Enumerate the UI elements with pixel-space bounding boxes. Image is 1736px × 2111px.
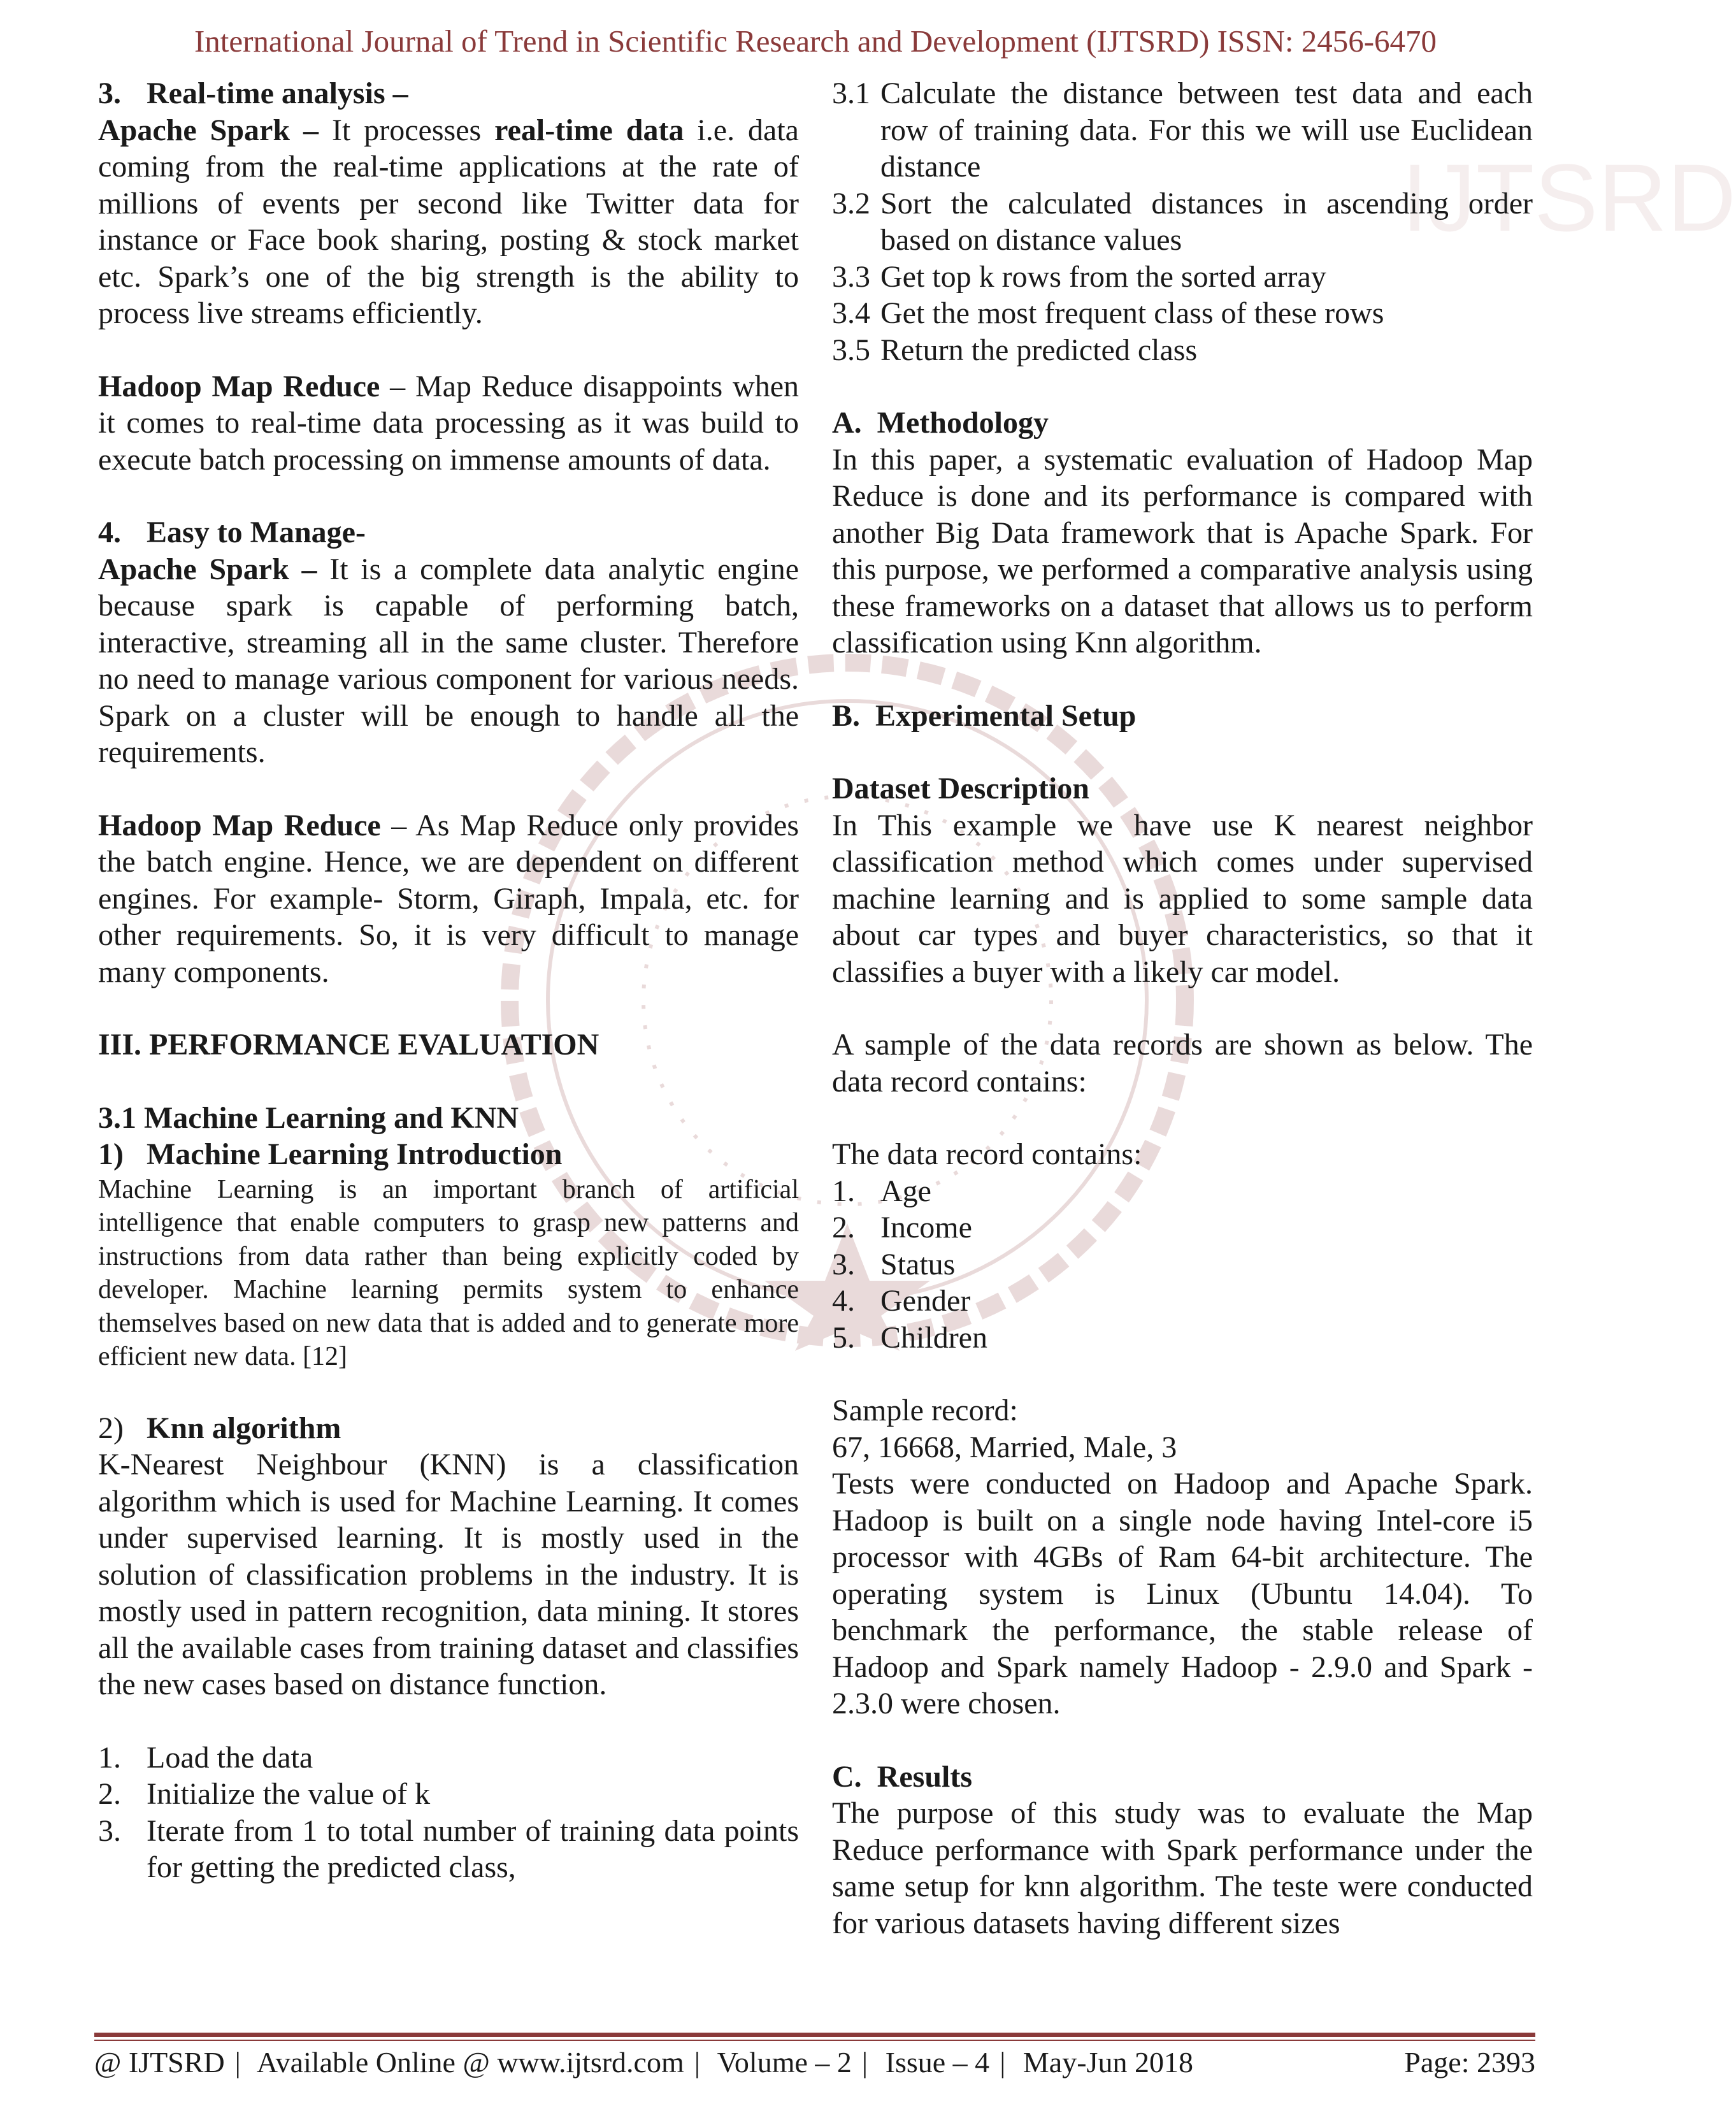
footer-issue: Issue – 4 — [885, 2046, 990, 2079]
subsection-heading-ml-knn: 3.1 Machine Learning and KNN — [98, 1100, 519, 1135]
footer-page-number: Page: 2393 — [1404, 2046, 1535, 2079]
footer-left: @ IJTSRD | Available Online @ www.ijtsrd.com | Volume – 2 | Issue – 4 | May-Jun 2018 — [94, 2046, 1193, 2079]
knn-heading: 2) Knn algorithm — [98, 1411, 341, 1445]
list-item: 3. Status — [832, 1247, 956, 1281]
results-heading: C. Results — [832, 1759, 973, 1794]
record-fields-list — [832, 1173, 1533, 1357]
section-manage-heading — [98, 514, 799, 551]
left-column — [98, 75, 799, 1886]
list-item: 4. Gender — [832, 1284, 971, 1318]
methodology-paragraph: In this paper, a systematic evaluation of Hadoop Map Reduce is done and its performance is compared with another Big Data framework that is Apache Spark. For this purpose, we performed a comparative analysis using these frameworks on a dataset that allows us to perform classification using Knn algorithm. — [832, 442, 1533, 659]
footer-journal: @ IJTSRD — [94, 2046, 225, 2079]
footer-rule-thin — [94, 2040, 1535, 2041]
list-item: 2. Initialize the value of k — [98, 1777, 431, 1811]
list-item: 5. Children — [832, 1320, 987, 1355]
list-item: 3. Iterate from 1 to total number of training data points for getting the predicted class, — [98, 1813, 799, 1884]
list-item: 3.1 Calculate the distance between test data and each row of training data. For this we will use Euclidean distance — [832, 76, 1533, 184]
list-item: 3.5 Return the predicted class — [832, 333, 1198, 367]
list-item: 3.2 Sort the calculated distances in ascending order based on distance values — [832, 186, 1533, 257]
footer-volume: Volume – 2 — [717, 2046, 852, 2079]
right-column — [832, 75, 1533, 1942]
sample-record-values: 67, 16668, Married, Male, 3 — [832, 1430, 1177, 1464]
tests-paragraph: Tests were conducted on Hadoop and Apache Spark. Hadoop is built on a single node having Intel-core i5 processor with 4GBs of Ram 64-bit architecture. The operating system is Linux (Ubuntu 14.04). To benchmark the performance, the stable release of Hadoop and Spark namely Hadoop - 2.9.0 and Spark - 2.3.0 were chosen. — [832, 1467, 1533, 1720]
sample-intro-paragraph: A sample of the data records are shown as below. The data record contains: — [832, 1028, 1533, 1099]
list-item: 1. Load the data — [98, 1740, 313, 1775]
spark-realtime-paragraph: Apache Spark – It processes real-time data i.e. data coming from the real-time applications at the rate of millions of events per second like Twitter data for instance or Face book sharing, posting & stock market etc. Spark’s one of the big strength is the ability to process live streams efficiently. — [98, 113, 799, 330]
section-title: Easy to Manage- — [147, 515, 366, 549]
experimental-setup-heading: B. Experimental Setup — [832, 698, 1137, 733]
footer-rule — [94, 2033, 1535, 2037]
section-number: 3. — [98, 76, 121, 110]
hadoop-realtime-paragraph: Hadoop Map Reduce – Map Reduce disappoints when it comes to real-time data processing as it was build to execute batch processing on immense amounts of data. — [98, 369, 799, 477]
list-item: 1. Age — [832, 1174, 931, 1208]
spark-manage-paragraph: Apache Spark – It is a complete data analytic engine because spark is capable of performing batch, interactive, streaming all in the same cluster. Therefore no need to manage various component for various needs. Spark on a cluster will be enough to handle all the requirements. — [98, 552, 799, 769]
footer-available-online: Available Online @ www.ijtsrd.com — [256, 2046, 684, 2079]
record-fields-title: The data record contains: — [832, 1137, 1142, 1171]
results-paragraph: The purpose of this study was to evaluate the Map Reduce performance with Spark performance under the same setup for knn algorithm. The teste were conducted for various datasets having different sizes — [832, 1796, 1533, 1940]
section-number: 4. — [98, 515, 121, 549]
edge-watermark: IJTSRD — [1402, 144, 1736, 251]
list-item: 3.3 Get top k rows from the sorted array — [832, 259, 1326, 294]
sample-record-label: Sample record: — [832, 1394, 1018, 1427]
dataset-description-heading: Dataset Description — [832, 772, 1089, 805]
knn-paragraph: K-Nearest Neighbour (KNN) is a classification algorithm which is used for Machine Learning. It comes under supervised learning. It is mostly used in the solution of classification problems in the industry. It is mostly used in pattern recognition, data mining. It stores all the available cases from training dataset and classifies the new cases based on distance function. — [98, 1448, 799, 1701]
journal-header: International Journal of Trend in Scientific Research and Development (IJTSRD) ISSN: 2456-6470 — [194, 24, 1437, 59]
section-heading-performance: III. PERFORMANCE EVALUATION — [98, 1028, 599, 1062]
hadoop-manage-paragraph: Hadoop Map Reduce – As Map Reduce only provides the batch engine. Hence, we are dependent on different engines. For example- Storm, Giraph, Impala, etc. for other requirements. So, it is very difficult to manage many components. — [98, 808, 800, 989]
knn-substeps-list — [832, 75, 1533, 368]
footer-date: May-Jun 2018 — [1022, 2046, 1193, 2079]
ml-intro-heading: 1) Machine Learning Introduction — [98, 1137, 563, 1171]
section-realtime-heading — [98, 75, 799, 112]
ml-intro-paragraph: Machine Learning is an important branch of artificial intelligence that enable computers to grasp new patterns and instructions from data rather than being explicitly coded by developer. Machine learning permits system to enhance themselves based on new data that is added and to generate more efficient new data. [12] — [98, 1174, 799, 1371]
list-item: 3.4 Get the most frequent class of these rows — [832, 296, 1384, 330]
knn-steps-list — [98, 1740, 799, 1886]
dataset-description-paragraph: In This example we have use K nearest neighbor classification method which comes under supervised machine learning and is applied to some sample data about car types and buyer characteristics, so that it classifies a buyer with a likely car model. — [832, 808, 1533, 989]
methodology-heading: A. Methodology — [832, 406, 1049, 440]
page-footer — [94, 2045, 1535, 2079]
list-item: 2. Income — [832, 1211, 972, 1244]
section-title: Real-time analysis – — [147, 76, 408, 110]
